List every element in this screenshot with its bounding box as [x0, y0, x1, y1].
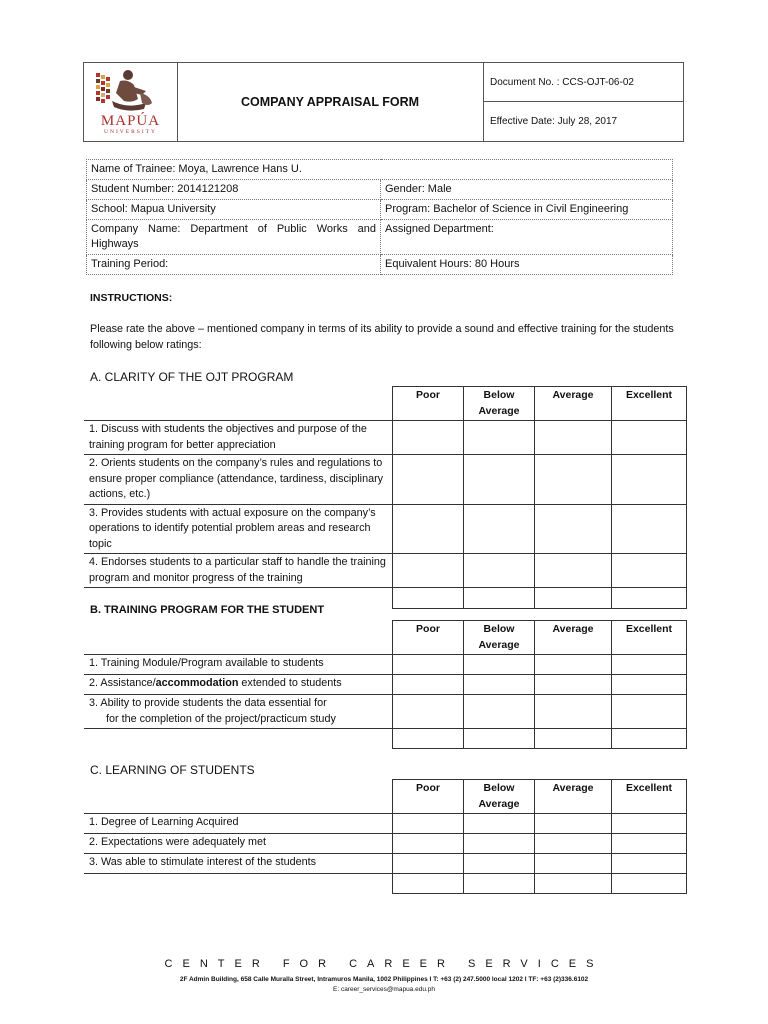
rating-cell[interactable] [393, 455, 464, 505]
rating-cell[interactable] [612, 729, 687, 749]
rating-cell[interactable] [464, 814, 535, 834]
rating-cell[interactable] [393, 504, 464, 554]
logo-cell [84, 63, 178, 141]
criterion-b3-line1: 3. Ability to provide students the data essential for [89, 697, 327, 709]
rating-cell[interactable] [393, 854, 464, 874]
footer-center-name: CENTER FOR CAREER SERVICES [164, 958, 604, 970]
criterion-b2-post: extended to students [238, 677, 342, 689]
section-c-title: C. LEARNING OF STUDENTS [90, 763, 255, 777]
criterion-a4: 4. Endorses students to a particular staff to handle the training program and monitor progress of the training [84, 554, 393, 588]
rating-cell[interactable] [393, 695, 464, 729]
rating-cell[interactable] [393, 675, 464, 695]
instructions-text: Please rate the above – mentioned company in terms of its ability to provide a sound and effective training for the students following below ratings: [90, 323, 674, 351]
rating-cell[interactable] [535, 554, 612, 588]
criterion-c3: 3. Was able to stimulate interest of the students [84, 854, 393, 874]
rating-cell[interactable] [612, 834, 687, 854]
rating-cell[interactable] [612, 655, 687, 675]
criterion-b2 [84, 675, 393, 695]
rating-cell[interactable] [535, 655, 612, 675]
rating-cell[interactable] [612, 455, 687, 505]
rating-header-below-average: Below Average [464, 621, 535, 655]
rating-header-excellent: Excellent [612, 780, 687, 814]
rating-header-poor: Poor [393, 621, 464, 655]
rating-cell[interactable] [393, 421, 464, 455]
rating-cell[interactable] [464, 695, 535, 729]
section-c-table [84, 779, 687, 894]
criterion-a2: 2. Orients students on the company’s rules and regulations to ensure proper compliance (attendance, tardiness, disciplinary actions, etc.) [84, 455, 393, 505]
rating-cell[interactable] [612, 854, 687, 874]
footer-address: 2F Admin Building, 658 Calle Muralla Street, Intramuros Manila, 1002 Philippines I T: +63 (2) 247.5000 local 1202 I TF: +63 (2)336.6102 [179, 976, 589, 983]
rating-cell[interactable] [535, 814, 612, 834]
rating-header-excellent: Excellent [612, 621, 687, 655]
rating-cell[interactable] [393, 554, 464, 588]
company-name: Company Name: Department of Public Works and Highways [87, 220, 381, 255]
rating-cell[interactable] [464, 874, 535, 894]
rating-cell[interactable] [464, 554, 535, 588]
rating-cell[interactable] [612, 421, 687, 455]
assigned-department: Assigned Department: [381, 220, 673, 255]
rating-cell[interactable] [535, 854, 612, 874]
rating-cell[interactable] [612, 554, 687, 588]
rating-cell[interactable] [535, 588, 612, 609]
rating-cell[interactable] [612, 695, 687, 729]
rating-header-average: Average [535, 780, 612, 814]
rating-cell[interactable] [393, 814, 464, 834]
rating-cell[interactable] [393, 834, 464, 854]
criterion-a3: 3. Provides students with actual exposure on the company’s operations to identify potential problem areas and research topic [84, 504, 393, 554]
criterion-c1: 1. Degree of Learning Acquired [84, 814, 393, 834]
rating-cell[interactable] [535, 421, 612, 455]
rating-cell[interactable] [464, 675, 535, 695]
rating-cell[interactable] [535, 695, 612, 729]
rating-header-poor: Poor [393, 387, 464, 421]
rating-header-below-average: Below Average [464, 387, 535, 421]
trainee-info-table [86, 159, 673, 275]
rating-cell[interactable] [535, 455, 612, 505]
rating-cell[interactable] [612, 675, 687, 695]
criterion-b3 [84, 695, 393, 729]
rating-header-below-average: Below Average [464, 780, 535, 814]
rating-cell[interactable] [535, 874, 612, 894]
rating-cell[interactable] [464, 421, 535, 455]
school: School: Mapua University [87, 200, 381, 220]
rating-cell[interactable] [393, 729, 464, 749]
rating-cell[interactable] [464, 455, 535, 505]
rating-cell[interactable] [535, 834, 612, 854]
rating-cell[interactable] [464, 834, 535, 854]
logo-subtext: UNIVERSITY [104, 129, 157, 135]
rating-cell[interactable] [393, 874, 464, 894]
rating-cell[interactable] [464, 504, 535, 554]
logo-wordmark: MAPÚA [100, 113, 161, 129]
criterion-b1: 1. Training Module/Program available to students [84, 655, 393, 675]
trainee-name: Name of Trainee: Moya, Lawrence Hans U. [87, 160, 673, 180]
gender: Gender: Male [381, 180, 673, 200]
section-a-table [84, 386, 687, 609]
section-b-table [84, 620, 687, 749]
rating-cell[interactable] [535, 729, 612, 749]
program: Program: Bachelor of Science in Civil Engineering [381, 200, 673, 220]
rating-cell[interactable] [612, 588, 687, 609]
effective-date: Effective Date: July 28, 2017 [490, 116, 618, 127]
document-header [83, 62, 684, 142]
rating-header-poor: Poor [393, 780, 464, 814]
rating-cell[interactable] [535, 504, 612, 554]
rating-cell[interactable] [535, 675, 612, 695]
document-number: Document No. : CCS-OJT-06-02 [484, 63, 684, 102]
rating-cell[interactable] [464, 854, 535, 874]
form-title: COMPANY APPRAISAL FORM [177, 63, 484, 141]
section-a-title: A. CLARITY OF THE OJT PROGRAM [90, 370, 294, 384]
rating-header-excellent: Excellent [612, 387, 687, 421]
rating-cell[interactable] [393, 655, 464, 675]
criterion-a1: 1. Discuss with students the objectives and purpose of the training program for better appreciation [84, 421, 393, 455]
criterion-c2: 2. Expectations were adequately met [84, 834, 393, 854]
rating-cell[interactable] [464, 588, 535, 609]
rating-cell[interactable] [464, 655, 535, 675]
rating-cell[interactable] [612, 874, 687, 894]
criterion-b2-pre: 2. Assistance/ [89, 677, 156, 689]
student-number: Student Number: 2014121208 [87, 180, 381, 200]
rating-header-average: Average [535, 387, 612, 421]
section-b-title: B. TRAINING PROGRAM FOR THE STUDENT [90, 604, 325, 616]
instructions-heading: INSTRUCTIONS: [90, 292, 173, 304]
rating-cell[interactable] [464, 729, 535, 749]
rating-cell[interactable] [393, 588, 464, 609]
rating-header-average: Average [535, 621, 612, 655]
criterion-b2-bold: accommodation [155, 677, 239, 689]
footer-email: E: career_services@mapua.edu.ph [333, 986, 435, 993]
equivalent-hours: Equivalent Hours: 80 Hours [381, 255, 673, 275]
rating-cell[interactable] [612, 814, 687, 834]
criterion-b3-line2: for the completion of the project/practicum study [106, 712, 336, 725]
rating-cell[interactable] [612, 504, 687, 554]
training-period: Training Period: [87, 255, 381, 275]
